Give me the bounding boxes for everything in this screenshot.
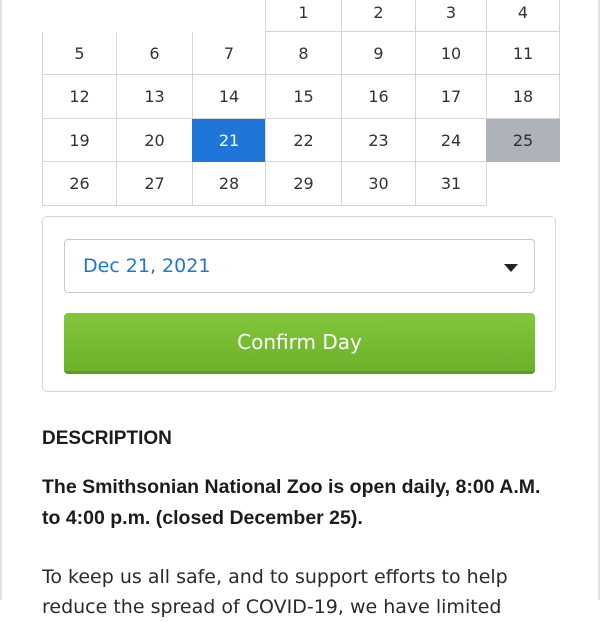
- calendar-day[interactable]: 24: [415, 119, 487, 162]
- calendar-day[interactable]: 7: [192, 32, 266, 75]
- description-hours: The Smithsonian National Zoo is open daily, 8:00 A.M. to 4:00 p.m. (closed December 25).: [42, 476, 541, 529]
- calendar-day[interactable]: 1: [265, 0, 342, 32]
- calendar-day[interactable]: 6: [116, 32, 193, 75]
- date-select-value: Dec 21, 2021: [83, 255, 211, 277]
- calendar-day[interactable]: 22: [265, 119, 342, 162]
- calendar-day[interactable]: 3: [415, 0, 487, 32]
- calendar-grid: [42, 0, 559, 206]
- calendar-day[interactable]: 27: [116, 162, 193, 206]
- description-body: To keep us all safe, and to support efforts to help reduce the spread of COVID-19, we have limited: [42, 566, 508, 618]
- calendar-day[interactable]: 2: [341, 0, 416, 32]
- caret-down-icon: [504, 264, 518, 272]
- calendar-day[interactable]: 10: [415, 32, 487, 75]
- date-select[interactable]: [64, 239, 535, 293]
- calendar-day[interactable]: 23: [341, 119, 416, 162]
- calendar-day-selected[interactable]: 21: [192, 119, 266, 162]
- calendar-day[interactable]: 14: [192, 75, 266, 119]
- calendar-day[interactable]: 11: [486, 32, 560, 75]
- calendar-day[interactable]: 28: [192, 162, 266, 206]
- calendar-day[interactable]: 9: [341, 32, 416, 75]
- calendar-empty-cell: [116, 0, 193, 32]
- calendar-day[interactable]: 17: [415, 75, 487, 119]
- calendar-day[interactable]: 12: [42, 75, 117, 119]
- calendar-day[interactable]: 20: [116, 119, 193, 162]
- calendar-day[interactable]: 5: [42, 32, 117, 75]
- calendar-day[interactable]: 30: [341, 162, 416, 206]
- calendar-empty-cell: [486, 162, 560, 206]
- calendar-day[interactable]: 13: [116, 75, 193, 119]
- calendar-day-disabled: 25: [486, 119, 560, 162]
- calendar-day[interactable]: 18: [486, 75, 560, 119]
- calendar-day[interactable]: 31: [415, 162, 487, 206]
- date-confirm-card: [42, 216, 556, 392]
- confirm-day-button[interactable]: Confirm Day: [64, 313, 535, 374]
- description-heading: DESCRIPTION: [42, 428, 172, 449]
- page-frame-left: [0, 0, 2, 600]
- calendar-day[interactable]: 16: [341, 75, 416, 119]
- calendar-day[interactable]: 15: [265, 75, 342, 119]
- calendar-day[interactable]: 8: [265, 32, 342, 75]
- calendar-empty-cell: [42, 0, 117, 32]
- calendar-day[interactable]: 29: [265, 162, 342, 206]
- calendar-day[interactable]: 19: [42, 119, 117, 162]
- calendar-empty-cell: [192, 0, 266, 32]
- calendar-day[interactable]: 26: [42, 162, 117, 206]
- calendar-day[interactable]: 4: [486, 0, 560, 32]
